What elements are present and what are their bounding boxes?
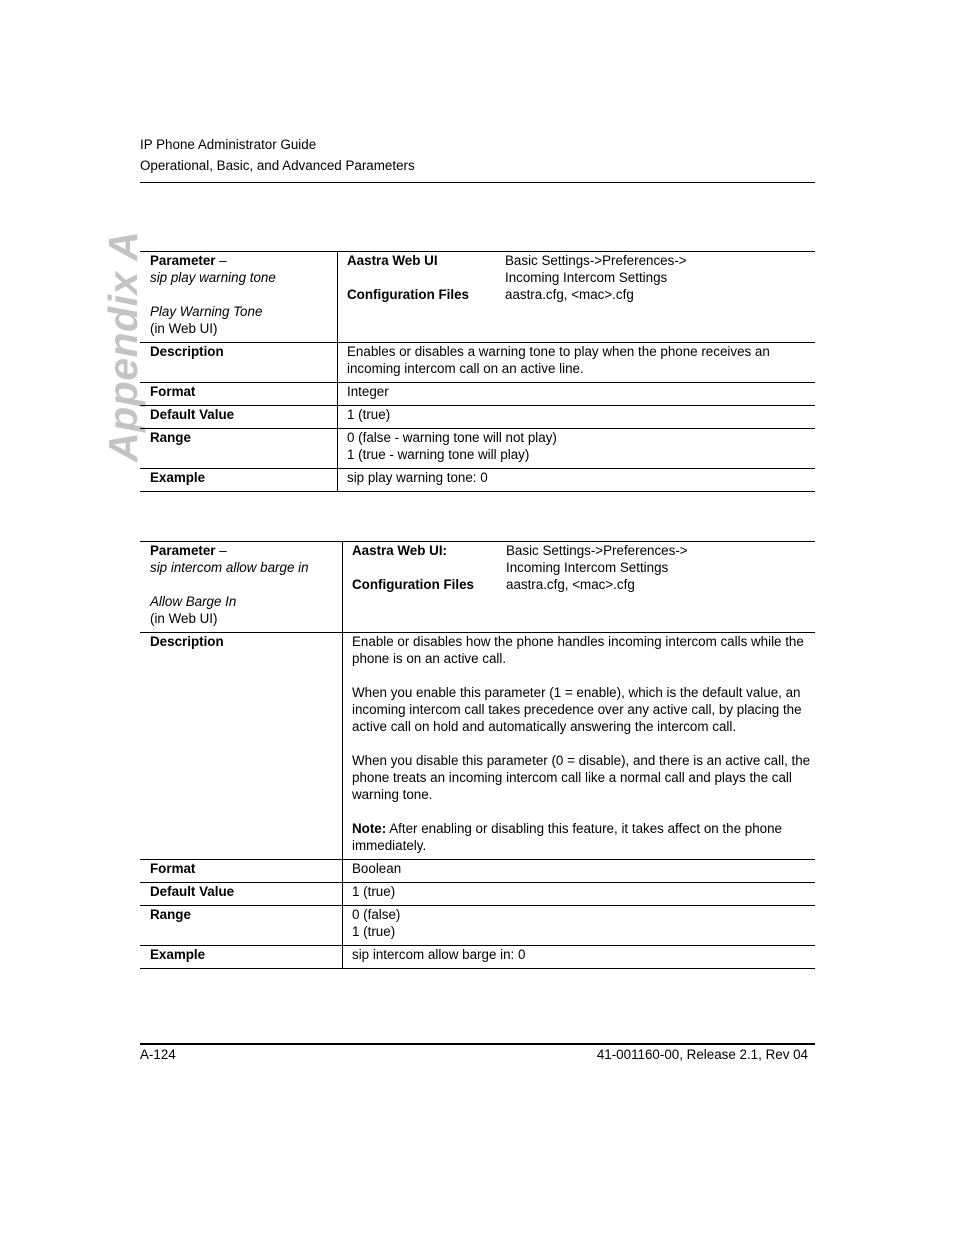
default-value: 1 (true) [352, 884, 396, 899]
note-text: After enabling or disabling this feature, it takes affect on the phone immediately. [352, 821, 783, 853]
parameter-label: Parameter [150, 253, 216, 268]
webui-path-1: Basic Settings->Preferences-> [505, 253, 687, 268]
header-rule [140, 182, 815, 183]
description-label: Description [140, 343, 338, 382]
parameter-cell [140, 252, 338, 342]
table-row-default [140, 883, 815, 906]
webui-suffix: (in Web UI) [150, 611, 218, 626]
default-label: Default Value [140, 883, 343, 905]
webui-name: Play Warning Tone [150, 304, 263, 319]
description-paragraph-2: When you enable this parameter (1 = enable), which is the default value, an incoming intercom call takes precedence over any active call, by placing the active call on hold and automatically answering the intercom call. [352, 685, 802, 734]
config-label: Configuration Files [347, 287, 469, 302]
location-cell [343, 542, 815, 632]
parameter-table-play-warning-tone [140, 251, 815, 492]
description-paragraph-3: When you disable this parameter (0 = disable), and there is an active call, the phone treats an incoming intercom call like a normal call and plays the call warning tone. [352, 753, 811, 802]
header-title: IP Phone Administrator Guide [140, 137, 317, 152]
description-text: Enables or disables a warning tone to play when the phone receives an incoming intercom call on an active line. [347, 344, 770, 376]
table-row-format [140, 383, 815, 406]
config-value: aastra.cfg, <mac>.cfg [505, 287, 634, 302]
config-value: aastra.cfg, <mac>.cfg [506, 577, 635, 592]
webui-name: Allow Barge In [150, 594, 237, 609]
format-value: Boolean [352, 861, 402, 876]
range-value-2: 1 (true - warning tone will play) [347, 447, 530, 462]
config-label: Configuration Files [352, 577, 474, 592]
webui-path-2: Incoming Intercom Settings [505, 270, 668, 285]
page-number: A-124 [140, 1047, 176, 1062]
table-row-example [140, 946, 815, 969]
parameter-table-allow-barge-in [140, 541, 815, 969]
table-row-description [140, 343, 815, 383]
format-label: Format [140, 383, 338, 405]
range-value-1: 0 (false - warning tone will not play) [347, 430, 557, 445]
table-row-range [140, 906, 815, 946]
default-value: 1 (true) [347, 407, 391, 422]
note-label: Note: [352, 821, 387, 836]
description-label: Description [140, 633, 343, 859]
webui-path-2: Incoming Intercom Settings [506, 560, 669, 575]
parameter-name: sip play warning tone [150, 270, 276, 285]
table-row-description [140, 633, 815, 860]
webui-suffix: (in Web UI) [150, 321, 218, 336]
description-cell [343, 633, 815, 859]
default-label: Default Value [140, 406, 338, 428]
table-row-format [140, 860, 815, 883]
example-value: sip intercom allow barge in: 0 [352, 947, 526, 962]
table-row-default [140, 406, 815, 429]
document-id: 41-001160-00, Release 2.1, Rev 04 [596, 1047, 808, 1062]
parameter-cell [140, 542, 343, 632]
parameter-dash: – [215, 253, 227, 268]
range-label: Range [140, 906, 343, 945]
header-subtitle: Operational, Basic, and Advanced Parameters [140, 158, 415, 173]
range-value-1: 0 (false) [352, 907, 401, 922]
webui-label: Aastra Web UI: [352, 543, 447, 558]
example-label: Example [140, 946, 343, 968]
range-label: Range [140, 429, 338, 468]
footer-rule [140, 1043, 815, 1045]
example-value: sip play warning tone: 0 [347, 470, 488, 485]
table-row-parameter [140, 251, 815, 343]
description-note [352, 820, 815, 854]
appendix-side-label: Appendix A [100, 230, 146, 462]
parameter-dash: – [215, 543, 227, 558]
example-label: Example [140, 469, 338, 491]
webui-path-1: Basic Settings->Preferences-> [506, 543, 688, 558]
format-value: Integer [347, 384, 389, 399]
description-paragraph-1: Enable or disables how the phone handles incoming intercom calls while the phone is on an active call. [352, 634, 804, 666]
table-row-example [140, 469, 815, 492]
range-value-2: 1 (true) [352, 924, 396, 939]
parameter-name: sip intercom allow barge in [150, 560, 309, 575]
location-cell [338, 252, 815, 342]
format-label: Format [140, 860, 343, 882]
parameter-label: Parameter [150, 543, 216, 558]
table-row-parameter [140, 541, 815, 633]
webui-label: Aastra Web UI [347, 253, 438, 268]
table-row-range [140, 429, 815, 469]
range-values [343, 906, 815, 945]
range-values [338, 429, 815, 468]
